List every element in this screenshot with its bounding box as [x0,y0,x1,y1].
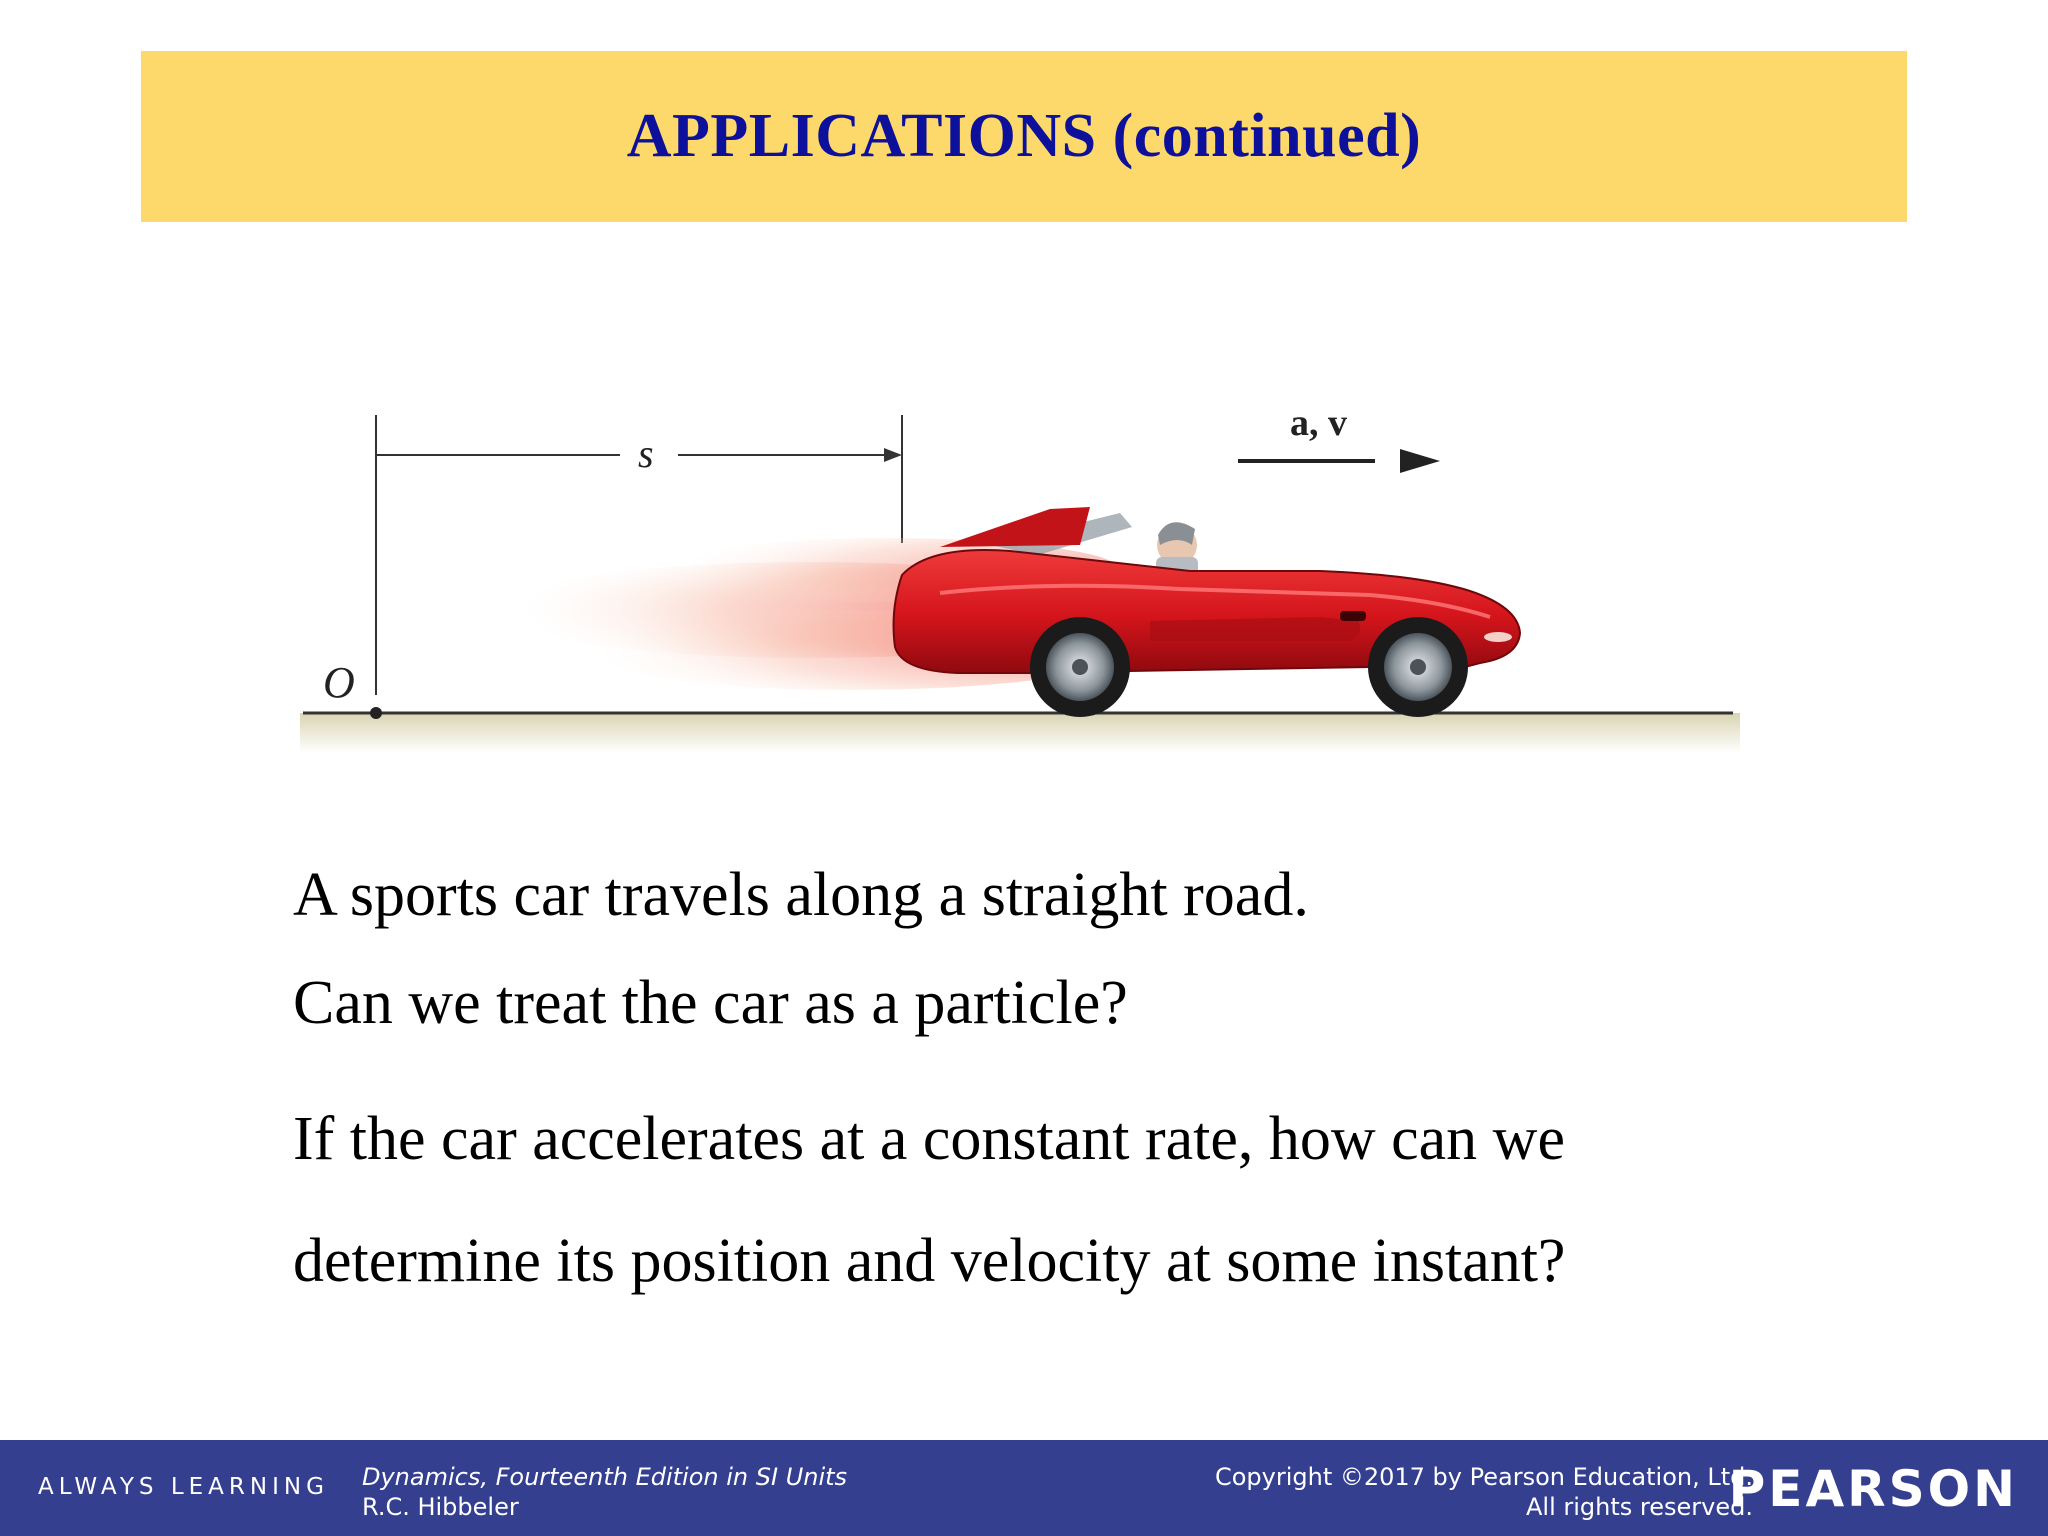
sports-car-illustration [894,507,1520,717]
car-rear-deck [940,507,1090,547]
body-line-2: Can we treat the car as a particle? [293,969,1128,1037]
footer-book-title: Dynamics, Fourteenth Edition in SI Units [362,1463,848,1491]
footer-book-info [362,1462,847,1522]
motion-arrowhead [1400,449,1440,473]
distance-arrowhead [884,448,902,462]
body-line-1: A sports car travels along a straight road. [293,861,1309,929]
body-line-4: determine its position and velocity at some instant? [293,1227,1566,1295]
front-wheel [1368,617,1468,717]
publisher-logo: PEARSON [1728,1460,2018,1518]
rear-wheel [1030,617,1130,717]
slide-title: APPLICATIONS (continued) [626,102,1422,170]
car-motion-figure [290,395,1750,765]
footer-bar [0,1440,2048,1536]
footer-author: R.C. Hibbeler [362,1493,519,1521]
motion-label: a, v [1290,402,1347,444]
car-headlight [1484,632,1512,642]
road-shading [300,713,1740,753]
origin-point [370,707,382,719]
origin-label: O [323,658,355,707]
copyright-line-2: All rights reserved. [1526,1493,1753,1521]
distance-label: s [638,431,654,476]
body-line-3: If the car accelerates at a constant rate, how can we [293,1105,1565,1173]
footer-tagline: ALWAYS LEARNING [38,1474,329,1500]
title-bar [141,51,1907,222]
footer-copyright [1215,1462,1753,1522]
copyright-line-1: Copyright ©2017 by Pearson Education, Ltd. [1214,1463,1753,1491]
